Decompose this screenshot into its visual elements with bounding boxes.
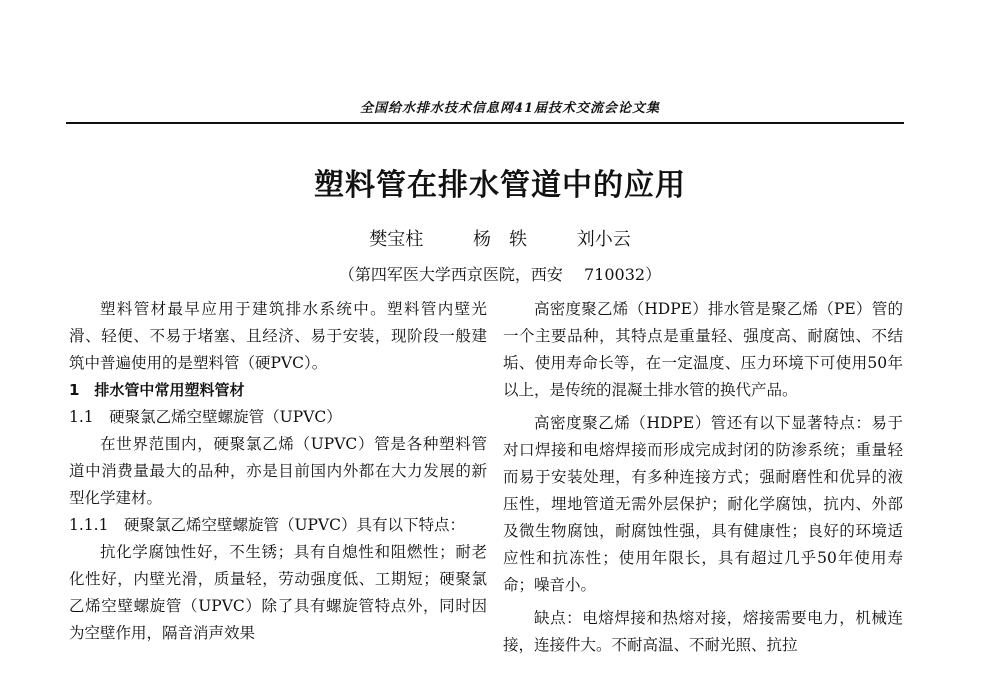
header-rule <box>66 122 904 124</box>
paper-title: 塑料管在排水管道中的应用 <box>314 168 686 203</box>
body-paragraph: 抗化学腐蚀性好，不生锈；具有自熄性和阻燃性；耐老化性好，内壁光滑，质量轻，劳动强度低、工期短；硬聚氯乙烯空壁螺旋管（UPVC）除了具有螺旋管特点外，同时因为空壁作用，隔音消声效果 <box>69 543 487 642</box>
subsubsection-heading: 1.1.1 硬聚氯乙烯空壁螺旋管（UPVC）具有以下特点： <box>69 516 465 534</box>
author-list <box>0 225 1000 251</box>
right-column <box>503 296 903 659</box>
author-name: 刘小云 <box>576 229 631 250</box>
body-paragraph: 在世界范围内，硬聚氯乙烯（UPVC）管是各种塑料管道中消费量最大的品种，亦是目前国内外都在大力发展的新型化学建材。 <box>69 435 487 507</box>
author-name: 樊宝柱 <box>369 229 424 250</box>
section-heading: 1 排水管中常用塑料管材 <box>69 381 245 399</box>
left-column <box>69 296 487 647</box>
body-paragraph: 高密度聚乙烯（HDPE）管还有以下显著特点：易于对口焊接和电熔焊接而形成完成封闭的防渗系统；重量轻而易于安装处理，有多种连接方式；强耐磨性和优异的液压性，埋地管道无需外层保护；耐化学腐蚀，抗内、外部及微生物腐蚀，耐腐蚀性强，具有健康性；良好的环境适应性和抗冻性；使用年限长，具有超过几乎50年使用寿命；噪音小。 <box>503 414 903 594</box>
subsection-heading: 1.1 硬聚氯乙烯空壁螺旋管（UPVC） <box>69 408 342 426</box>
author-name: 杨 轶 <box>473 229 527 250</box>
body-paragraph: 高密度聚乙烯（HDPE）排水管是聚乙烯（PE）管的一个主要品种，其特点是重量轻、强度高、耐腐蚀、不结垢、使用寿命长等，在一定温度、压力环境下可使用50年以上，是传统的混凝土排水管的换代产品。 <box>503 300 903 399</box>
running-header: 全国给水排水技术信息网41届技术交流会论文集 <box>359 101 661 116</box>
affiliation: （第四军医大学西京医院，西安 710032） <box>338 265 662 284</box>
body-paragraph: 缺点：电熔焊接和热熔对接，熔接需要电力，机械连接，连接件大。不耐高温、不耐光照、抗拉 <box>503 609 903 654</box>
intro-paragraph: 塑料管材最早应用于建筑排水系统中。塑料管内壁光滑、轻便、不易于堵塞、且经济、易于安装，现阶段一般建筑中普遍使用的是塑料管（硬PVC）。 <box>69 300 487 372</box>
